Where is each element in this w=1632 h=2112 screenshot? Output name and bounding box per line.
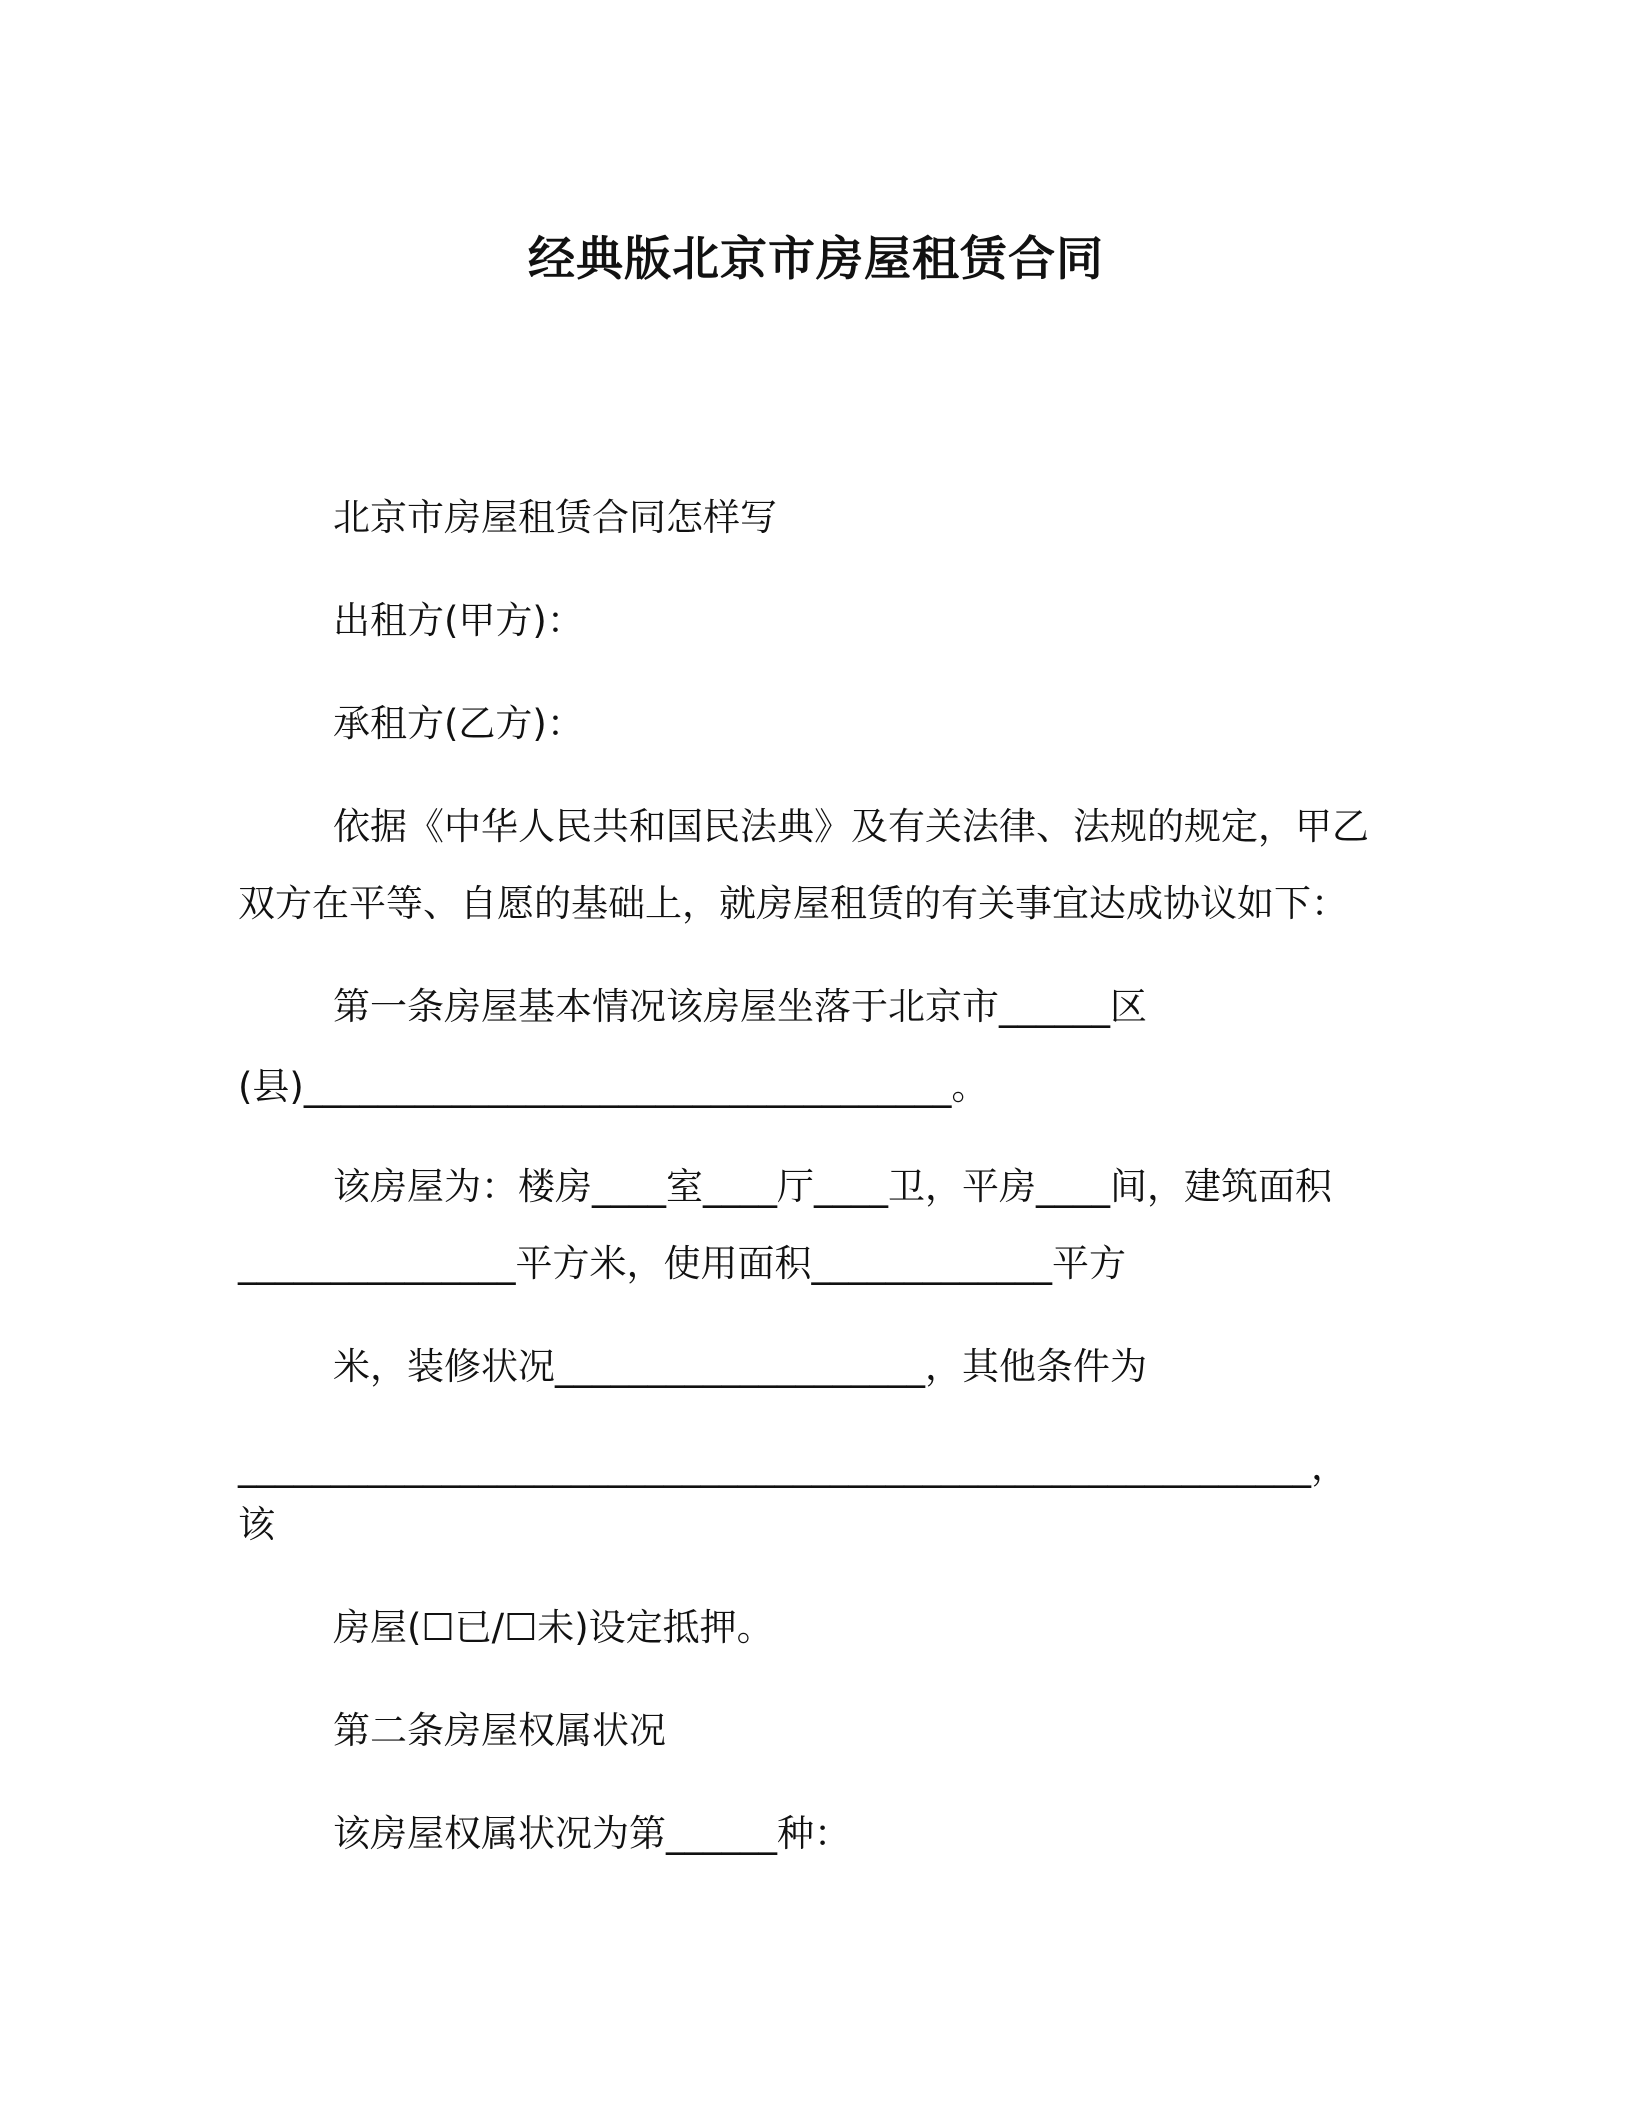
- lessor-line: 出租方(甲方)：: [333, 599, 584, 642]
- document-title: 经典版北京市房屋租赁合同: [528, 232, 1104, 287]
- decoration-line: 米，装修状况____________________，其他条件为: [333, 1345, 1147, 1388]
- subtitle-line: 北京市房屋租赁合同怎样写: [333, 496, 777, 539]
- continuation-line: 该: [238, 1503, 275, 1546]
- other-conditions-line: __________________________________________________________，: [238, 1445, 1348, 1488]
- house-type-line-1: 该房屋为：楼房____室____厅____卫，平房____间，建筑面积: [333, 1165, 1332, 1208]
- article-1-line-1: 第一条房屋基本情况该房屋坐落于北京市______区: [333, 985, 1147, 1028]
- article-2-heading: 第二条房屋权属状况: [333, 1709, 666, 1752]
- preamble-line-1: 依据《中华人民共和国民法典》及有关法律、法规的规定，甲乙: [333, 805, 1369, 848]
- ownership-line: 该房屋权属状况为第______种：: [333, 1812, 851, 1855]
- mortgage-line: 房屋(☐已/☐未)设定抵押。: [333, 1606, 774, 1649]
- house-type-line-2: _______________平方米，使用面积_____________平方: [238, 1242, 1126, 1285]
- preamble-line-2: 双方在平等、自愿的基础上，就房屋租赁的有关事宜达成协议如下：: [238, 882, 1348, 925]
- article-1-line-2: (县)___________________________________。: [238, 1065, 989, 1108]
- lessee-line: 承租方(乙方)：: [333, 702, 584, 745]
